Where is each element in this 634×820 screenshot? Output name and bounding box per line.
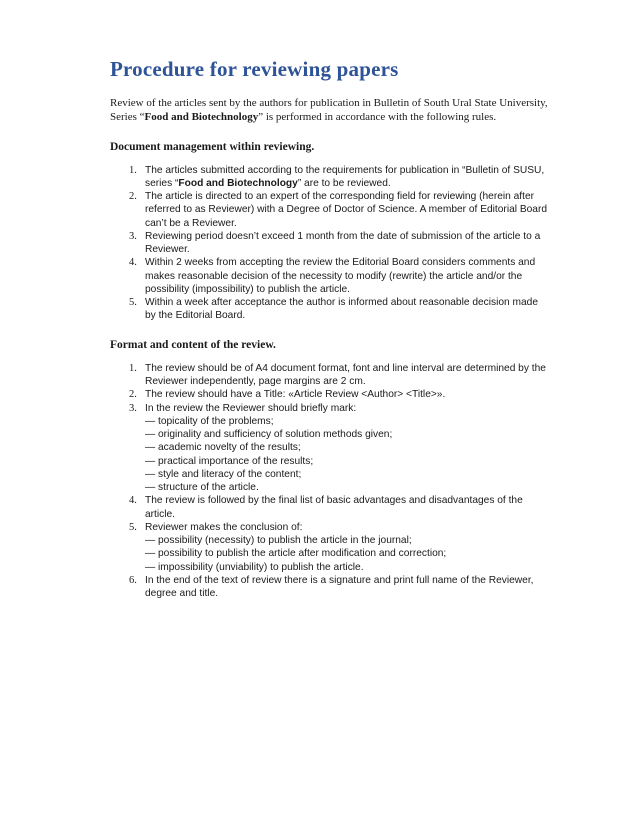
list-item <box>110 521 548 574</box>
list-item <box>110 402 548 495</box>
dash-subline: — topicality of the problems; <box>145 415 274 427</box>
list-item <box>110 574 548 601</box>
list-item-text <box>145 402 548 495</box>
list-item <box>110 256 548 296</box>
dash-subline: — practical importance of the results; <box>145 455 314 467</box>
list-item-number: 5. <box>129 521 137 533</box>
list-item-number: 4. <box>129 257 137 269</box>
section-heading-format-content: Format and content of the review. <box>110 338 276 351</box>
list-item-number: 1. <box>129 164 137 176</box>
document-management-list <box>110 164 548 323</box>
list-item <box>110 296 548 323</box>
format-content-list <box>110 362 548 601</box>
list-item <box>110 190 548 230</box>
dash-subline: — possibility (necessity) to publish the article in the journal; <box>145 535 412 547</box>
dash-subline: — possibility to publish the article after modification and correction; <box>145 548 447 560</box>
list-item-text: The article is directed to an expert of the corresponding field for reviewing (herein after referred to as Reviewer) with a Degree of Doctor of Science. A member of Editorial Board can’t be a Reviewer. <box>145 191 548 229</box>
intro-series-bold: Food and Biotechnology <box>144 110 259 123</box>
list-item-number: 2. <box>129 389 137 400</box>
list-item-number: 2. <box>129 191 137 202</box>
document-title: Procedure for reviewing papers <box>110 57 399 81</box>
dash-subline: — impossibility (unviability) to publish the article. <box>145 561 364 573</box>
list-item-text: The review should be of A4 document format, font and line interval are determined by the Reviewer independently, page margins are 2 cm. <box>145 362 546 387</box>
list-item-text <box>145 164 548 191</box>
dash-subline: — style and literacy of the content; <box>145 468 302 480</box>
list-item <box>110 230 548 257</box>
list-item-text <box>145 521 548 574</box>
list-item <box>110 494 548 521</box>
item-lead-text: Reviewer makes the conclusion of: <box>145 521 303 533</box>
list-item-text: Within a week after acceptance the author is informed about reasonable decision made by the Editorial Board. <box>145 297 539 322</box>
section-heading-document-management: Document management within reviewing. <box>110 140 315 153</box>
list-item-number: 5. <box>129 297 137 308</box>
item-text-post: ” are to be reviewed. <box>297 177 391 189</box>
dash-subline: — academic novelty of the results; <box>145 442 301 454</box>
item-lead-text: In the review the Reviewer should briefly mark: <box>145 402 357 414</box>
list-item-text: In the end of the text of review there is a signature and print full name of the Reviewer, degree and title. <box>145 574 534 600</box>
list-item-number: 6. <box>129 574 137 586</box>
list-item <box>110 388 548 402</box>
intro-text-post: ” is performed in accordance with the following rules. <box>258 110 497 123</box>
list-item-number: 1. <box>129 362 137 374</box>
list-item-text: The review is followed by the final list of basic advantages and disadvantages of the article. <box>145 495 523 520</box>
list-item <box>110 362 548 389</box>
item-text-pre: The articles submitted according to the requirements for publication in “Bulletin of SUSU, series “ <box>145 164 545 189</box>
list-item-number: 3. <box>129 402 137 414</box>
list-item-text: Reviewing period doesn’t exceed 1 month from the date of submission of the article to a Reviewer. <box>145 230 541 255</box>
intro-paragraph <box>110 97 548 125</box>
list-item <box>110 164 548 191</box>
list-item-number: 4. <box>129 495 137 507</box>
dash-subline: — originality and sufficiency of solution methods given; <box>145 429 393 441</box>
intro-text-pre: Review of the articles sent by the authors for publication in Bulletin of South Ural State University, Series “ <box>110 97 548 123</box>
list-item-text: Within 2 weeks from accepting the review the Editorial Board considers comments and makes reasonable decision of the necessity to modify (rewrite) the article and/or the possibility (impossibility) to publish the article. <box>145 257 536 295</box>
dash-subline: — structure of the article. <box>145 482 259 494</box>
list-item-number: 3. <box>129 230 137 242</box>
list-item-text: The review should have a Title: «Article Review <Author> <Title>». <box>145 389 446 400</box>
item-series-bold: Food and Biotechnology <box>178 177 298 189</box>
